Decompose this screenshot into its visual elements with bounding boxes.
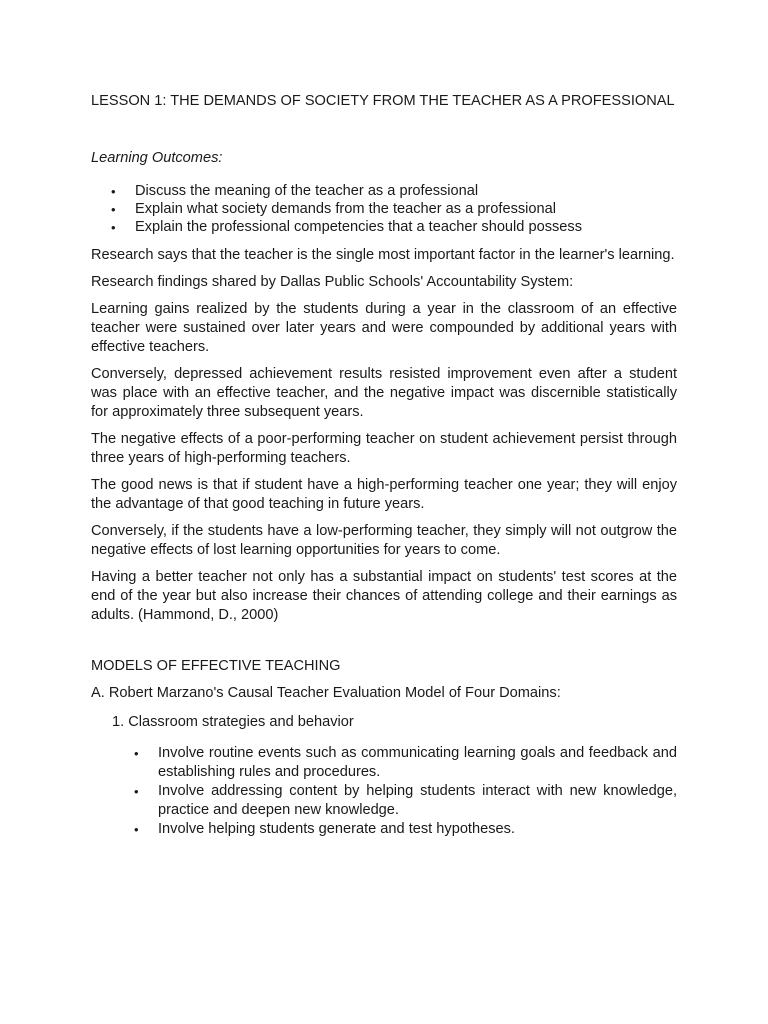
paragraph: Conversely, depressed achievement results resisted improvement even after a student was place with an effective teacher, and the negative impact was discernible statistically for approximately three subsequent years.	[91, 366, 677, 420]
point-item: • Involve helping students generate and test hypotheses.	[158, 820, 677, 839]
paragraph: The negative effects of a poor-performing teacher on student achievement persist through three years of high-performing teachers.	[91, 431, 677, 466]
paragraph: Conversely, if the students have a low-performing teacher, they simply will not outgrow the negative effects of lost learning opportunities for years to come.	[91, 523, 677, 558]
outcome-item: • Explain the professional competencies that a teacher should possess	[135, 218, 677, 237]
paragraph: Research says that the teacher is the single most important factor in the learner's learning.	[91, 247, 675, 263]
section-heading: MODELS OF EFFECTIVE TEACHING	[91, 658, 341, 674]
outcome-item: • Discuss the meaning of the teacher as a professional	[135, 182, 677, 201]
paragraph: The good news is that if student have a high-performing teacher one year; they will enjoy the advantage of that good teaching in future years.	[91, 477, 677, 512]
paragraph: Research findings shared by Dallas Public Schools' Accountability System:	[91, 274, 574, 290]
paragraph: Learning gains realized by the students during a year in the classroom of an effective teacher were sustained over later years and were compounded by additional years with effective teachers.	[91, 301, 677, 355]
paragraph: Having a better teacher not only has a substantial impact on students' test scores at the end of the year but also increase their chances of attending college and their earnings as adults. (Hammond, D., 2000)	[91, 569, 677, 623]
lesson-title: LESSON 1: THE DEMANDS OF SOCIETY FROM THE TEACHER AS A PROFESSIONAL	[91, 93, 675, 109]
outcome-item: • Explain what society demands from the teacher as a professional	[135, 200, 677, 219]
subsection-heading: A. Robert Marzano's Causal Teacher Evaluation Model of Four Domains:	[91, 685, 561, 701]
outcomes-heading: Learning Outcomes:	[91, 150, 223, 166]
outcomes-list	[91, 182, 677, 237]
numbered-item: 1. Classroom strategies and behavior	[112, 714, 354, 730]
point-item: • Involve routine events such as communicating learning goals and feedback and establishing rules and procedures.	[158, 744, 677, 782]
point-item: • Involve addressing content by helping students interact with new knowledge, practice and deepen new knowledge.	[158, 782, 677, 820]
points-list	[91, 744, 677, 839]
